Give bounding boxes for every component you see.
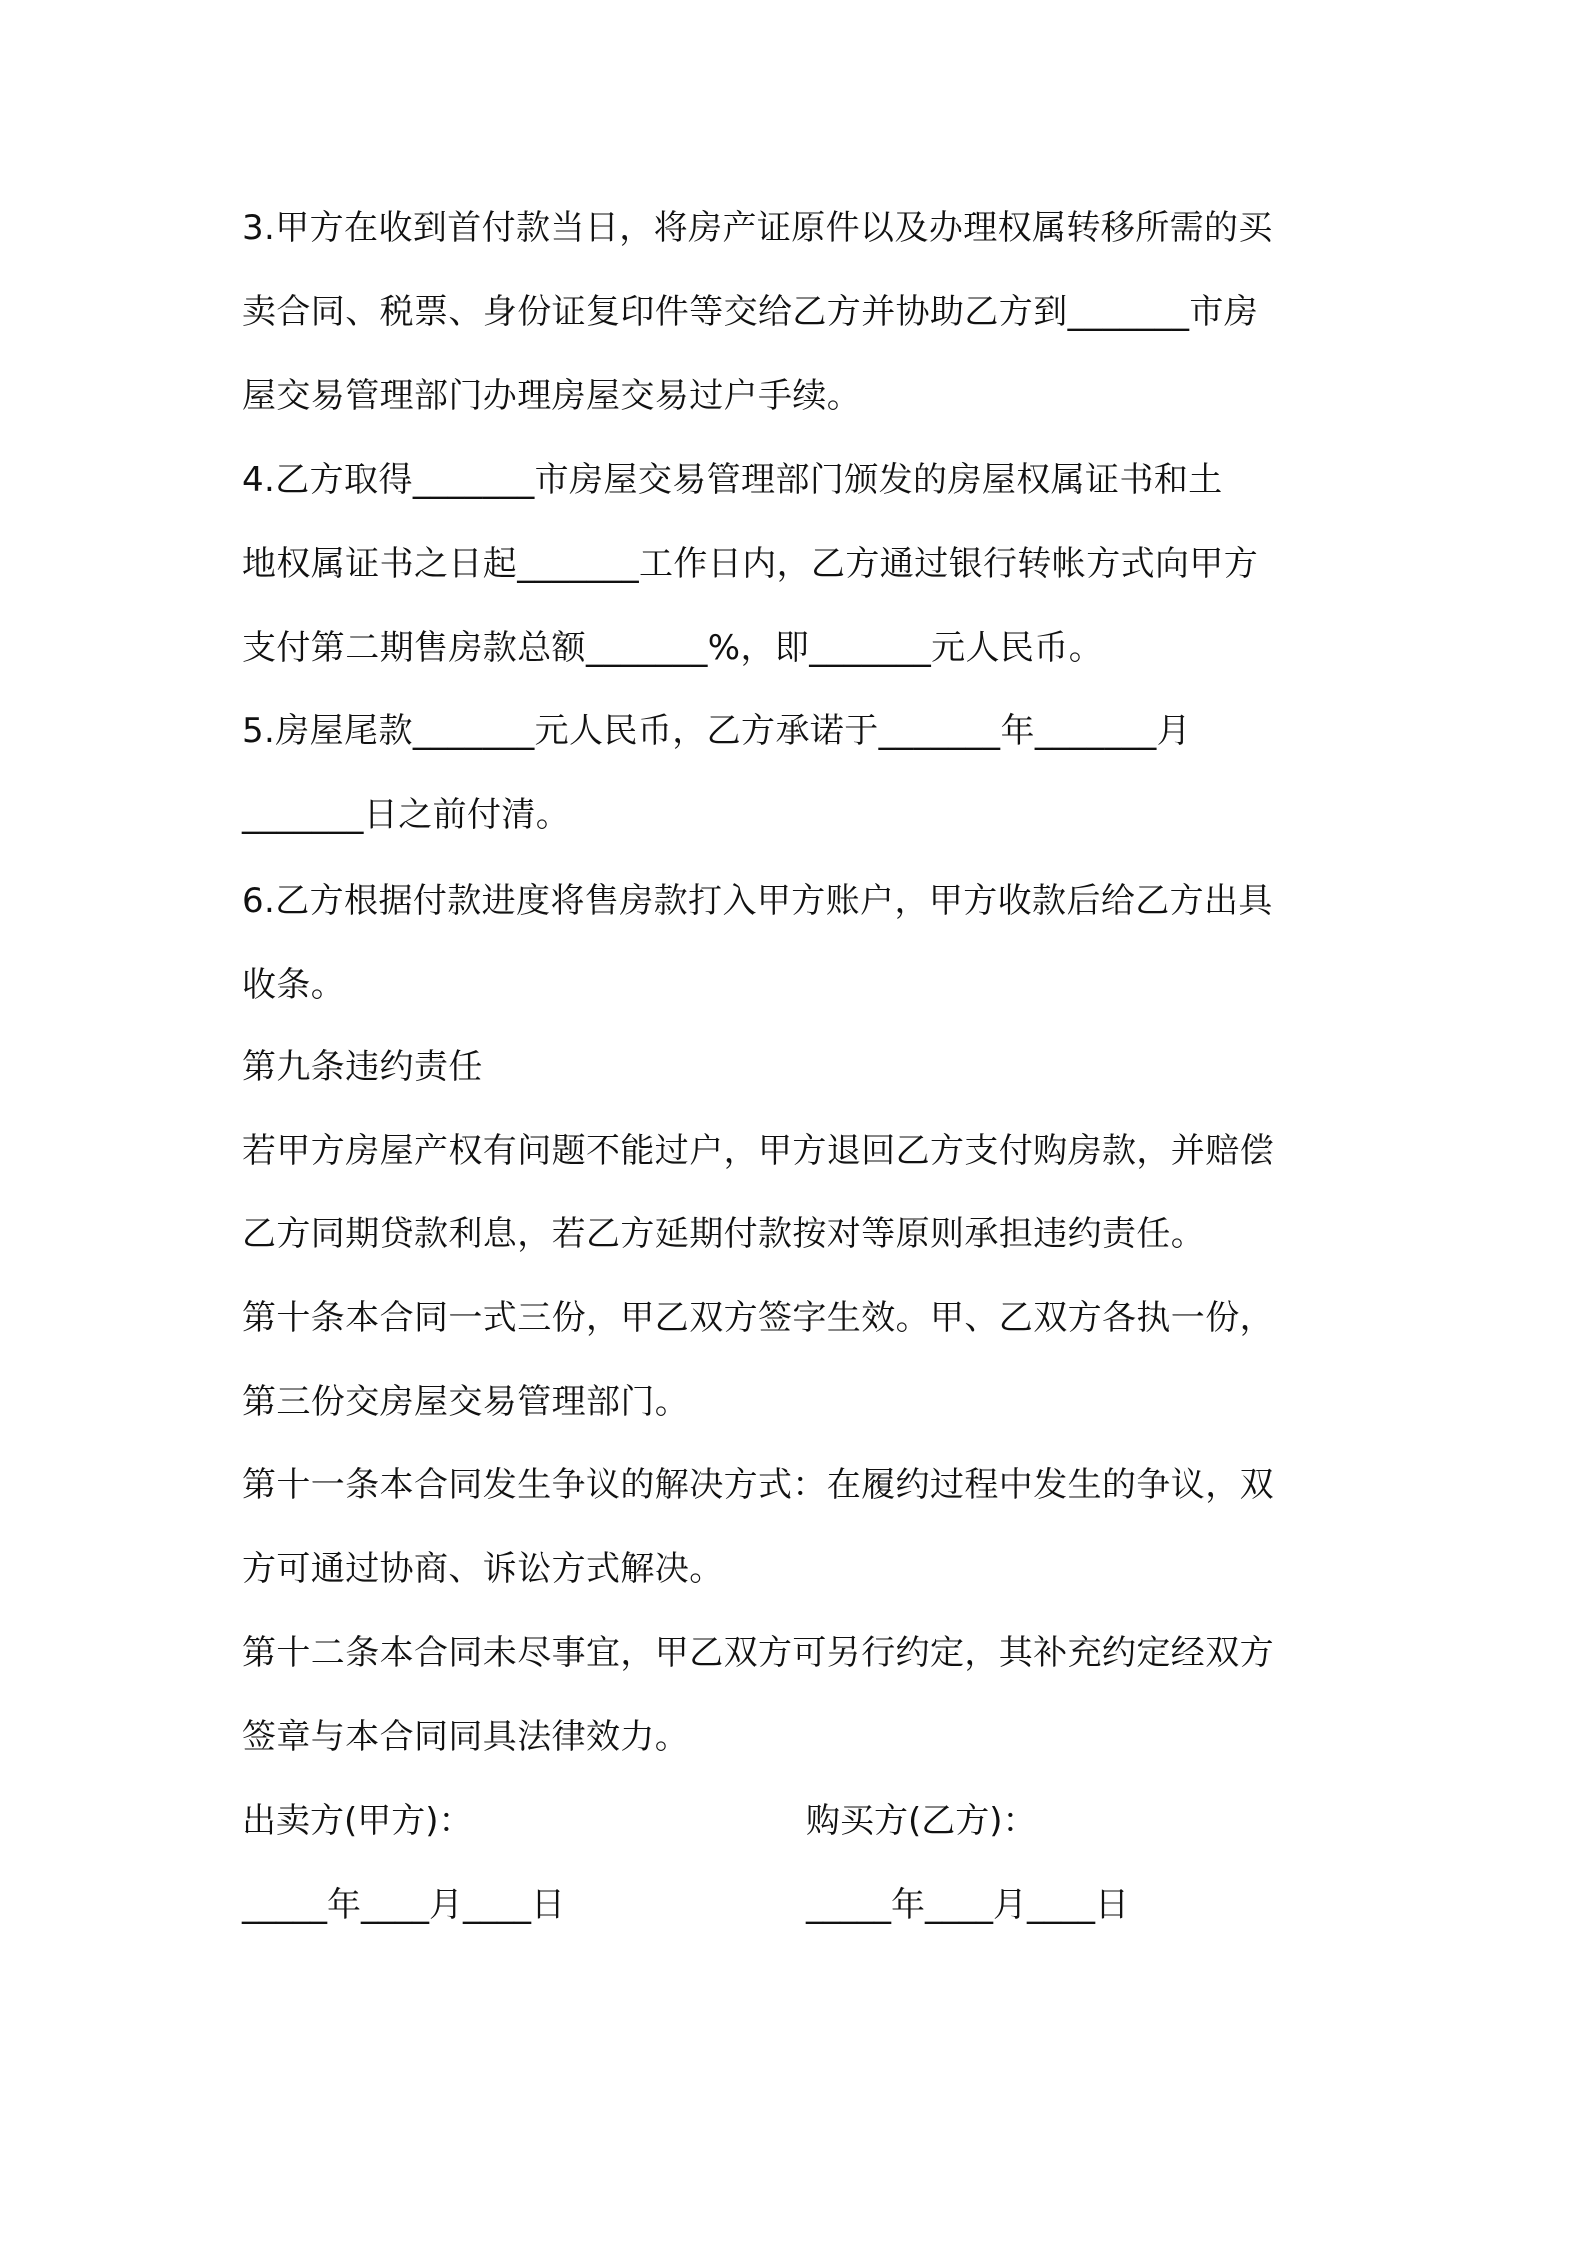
paragraph-line: 3.甲方在收到首付款当日，将房产证原件以及办理权属转移所需的买: [242, 208, 1273, 248]
paragraph-line: 第三份交房屋交易管理部门。: [242, 1382, 690, 1422]
buyer-date-line: _____年____月____日: [806, 1885, 1129, 1925]
paragraph-line: 4.乙方取得_______市房屋交易管理部门颁发的房屋权属证书和土: [242, 460, 1223, 500]
section-heading: 第九条违约责任: [242, 1047, 483, 1087]
seller-date-line: _____年____月____日: [242, 1885, 565, 1925]
seller-signature-label: 出卖方(甲方)：: [242, 1801, 473, 1841]
paragraph-line: 第十二条本合同未尽事宜，甲乙双方可另行约定，其补充约定经双方: [242, 1633, 1274, 1673]
paragraph-line: _______日之前付清。: [242, 795, 571, 835]
paragraph-line: 乙方同期贷款利息，若乙方延期付款按对等原则承担违约责任。: [242, 1214, 1206, 1254]
paragraph-line: 签章与本合同同具法律效力。: [242, 1717, 690, 1757]
paragraph-line: 若甲方房屋产权有问题不能过户，甲方退回乙方支付购房款，并赔偿: [242, 1131, 1274, 1171]
buyer-signature-label: 购买方(乙方)：: [806, 1801, 1037, 1841]
paragraph-line: 支付第二期售房款总额_______%，即_______元人民币。: [242, 628, 1104, 668]
paragraph-line: 地权属证书之日起_______工作日内，乙方通过银行转帐方式向甲方: [242, 544, 1259, 584]
paragraph-line: 第十一条本合同发生争议的解决方式：在履约过程中发生的争议，双: [242, 1465, 1274, 1505]
paragraph-line: 屋交易管理部门办理房屋交易过户手续。: [242, 376, 862, 416]
paragraph-line: 收条。: [242, 965, 346, 1005]
paragraph-line: 6.乙方根据付款进度将售房款打入甲方账户，甲方收款后给乙方出具: [242, 881, 1273, 921]
paragraph-line: 5.房屋尾款_______元人民币，乙方承诺于_______年_______月: [242, 711, 1192, 751]
paragraph-line: 卖合同、税票、身份证复印件等交给乙方并协助乙方到_______市房: [242, 292, 1259, 332]
paragraph-line: 方可通过协商、诉讼方式解决。: [242, 1549, 724, 1589]
paragraph-line: 第十条本合同一式三份，甲乙双方签字生效。甲、乙双方各执一份，: [242, 1298, 1274, 1338]
